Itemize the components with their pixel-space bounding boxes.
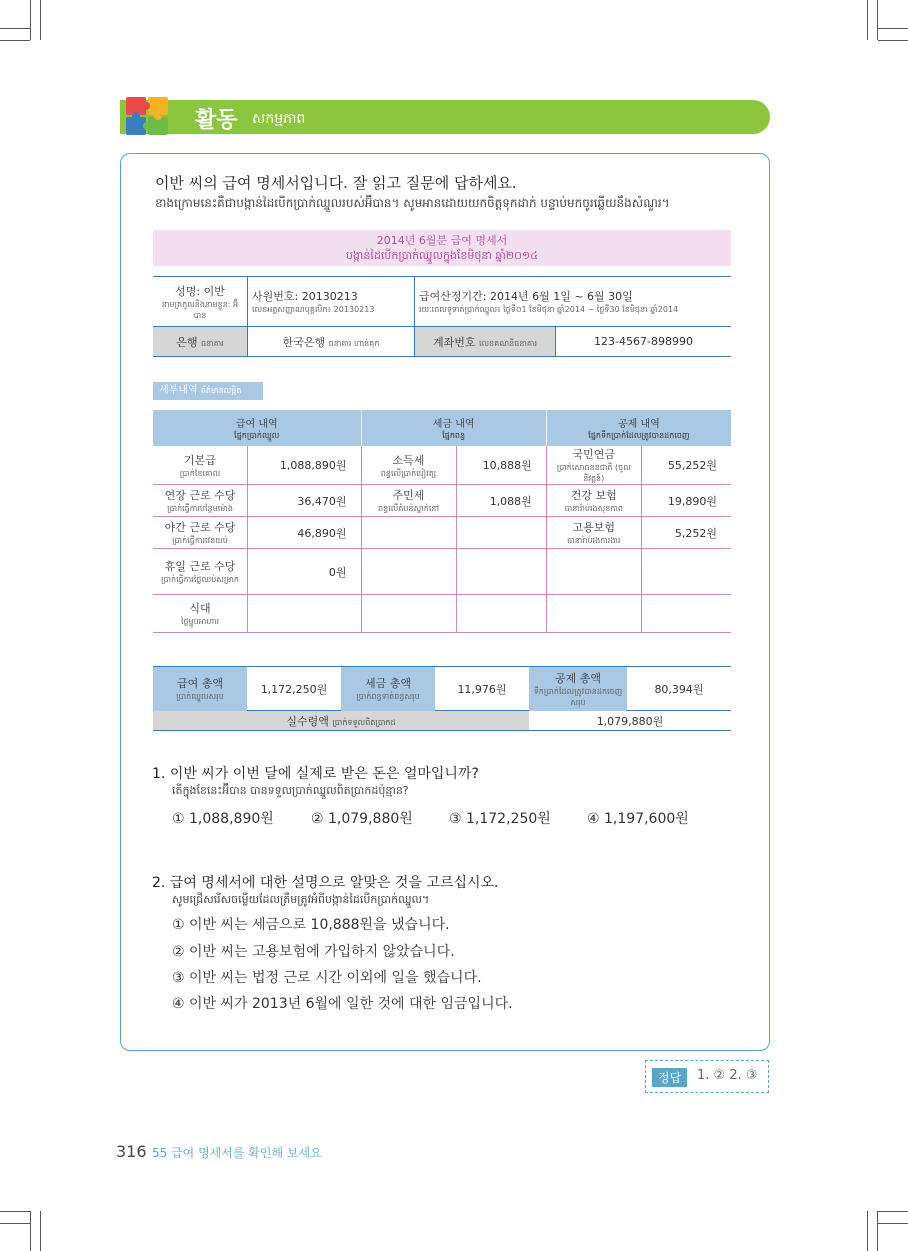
ded-item-km: ប្រាក់សោធននជាតិ (ចូលនិវត្តន៍) xyxy=(556,463,631,483)
payslip-info-table xyxy=(153,276,731,357)
total-tax-label: 세금 총액 xyxy=(364,677,411,691)
net-pay-label-km: ប្រាក់ទទួលពិតប្រាកដ xyxy=(332,717,396,727)
detail-row xyxy=(153,485,731,517)
answer-label: 정답 xyxy=(652,1068,687,1087)
q1-option-2[interactable]: ② 1,079,880원 xyxy=(311,811,413,827)
crop-mark xyxy=(878,1211,908,1212)
total-pay-label: 급여 총액 xyxy=(176,677,223,691)
totals-table xyxy=(153,666,731,731)
page-title: 55 급여 명세서를 확인해 보세요 xyxy=(152,1146,322,1160)
q2-option-4[interactable]: ④ 이반 씨가 2013년 6월에 일한 것에 대한 임금입니다. xyxy=(172,996,513,1012)
tax-item-label xyxy=(361,595,456,633)
total-pay-label-km: ប្រាក់ឈ្នួលសរុប xyxy=(176,692,224,702)
account-label-km: លេខគណនីធនាគារ xyxy=(479,338,538,348)
ded-item-value xyxy=(641,549,731,595)
crop-mark xyxy=(877,1211,878,1251)
pay-item-label xyxy=(153,446,248,485)
header-tax-km: ផ្នែកពន្ធ xyxy=(442,430,466,440)
name-label: 성명: 이반 xyxy=(175,284,225,298)
pay-item-km: ថ្លៃម្ហូបអាហារ xyxy=(180,617,220,626)
crop-mark xyxy=(867,0,868,40)
crop-mark xyxy=(878,40,908,41)
pay-item-km: ប្រាក់ធ្វើការថ្ងៃឈប់សម្រាក xyxy=(160,575,239,584)
activity-subtitle: សកម្មភាព xyxy=(252,111,306,127)
activity-title: 활동 xyxy=(195,108,238,133)
tax-item-label xyxy=(361,446,456,485)
detail-row xyxy=(153,595,731,633)
ded-item-label xyxy=(546,446,641,485)
question-2 xyxy=(152,872,499,892)
pay-item-label xyxy=(153,549,248,595)
pay-item-ko: 기본급 xyxy=(184,453,216,467)
question-1-km: តើក្នុងខែនេះអ៊ីបាន បានទទួលប្រាក់ឈ្នួលពិតប្រាកដប៉ុន្មាន? xyxy=(172,784,409,797)
pay-item-value: 0원 xyxy=(248,549,362,595)
bank-value-km: ធនាគារ ហាន់គុក xyxy=(328,338,380,348)
net-pay-value: 1,079,880원 xyxy=(529,711,731,731)
header-pay-km: ផ្នែកប្រាក់ឈ្នួល xyxy=(234,430,280,440)
account-label: 계좌번호 xyxy=(432,335,476,349)
total-deduction-label-km: ទឹកប្រាក់ដែលត្រូវបានដកចេញសរុប xyxy=(533,686,623,707)
pay-period: 급여산정기간: 2014년 6월 1일 ~ 6월 30일 xyxy=(419,290,633,303)
name-label-km: នាមត្រកូលនិងនាមខ្លួន: អ៊ីបាន xyxy=(161,299,239,320)
crop-mark xyxy=(0,1223,30,1224)
crop-mark xyxy=(0,28,30,29)
ded-item-label xyxy=(546,485,641,517)
ded-item-value: 5,252원 xyxy=(641,517,731,549)
crop-mark xyxy=(30,1211,31,1251)
q2-option-2[interactable]: ② 이반 씨는 고용보험에 가입하지 않았습니다. xyxy=(172,944,455,960)
crop-mark xyxy=(878,28,908,29)
crop-mark xyxy=(878,1223,908,1224)
pay-item-value: 46,890원 xyxy=(248,517,362,549)
total-deduction-label: 공제 총액 xyxy=(554,671,601,685)
crop-mark xyxy=(0,40,30,41)
bank-label: 은행 xyxy=(176,335,198,349)
detail-row xyxy=(153,549,731,595)
header-pay xyxy=(153,410,361,446)
question-number: 2. xyxy=(152,875,166,891)
header-tax xyxy=(361,410,546,446)
total-pay-value: 1,172,250원 xyxy=(247,667,341,711)
total-deduction-value: 80,394원 xyxy=(627,667,731,711)
tax-item-value xyxy=(456,517,546,549)
tax-item-value: 10,888원 xyxy=(456,446,546,485)
header-deduction-ko: 공제 내역 xyxy=(617,418,660,430)
tax-item-label xyxy=(361,485,456,517)
pay-item-value xyxy=(248,595,362,633)
answer-text: 1. ② 2. ③ xyxy=(697,1068,758,1083)
pay-item-label xyxy=(153,595,248,633)
bank-label-km: ធនាគារ xyxy=(200,338,224,348)
ded-item-value: 19,890원 xyxy=(641,485,731,517)
pay-item-label xyxy=(153,485,248,517)
tax-item-value: 1,088원 xyxy=(456,485,546,517)
ded-item-ko: 국민연금 xyxy=(572,448,616,461)
intro-khmer: ខាងក្រោមនេះគឺជាបង្កាន់ដៃបើកប្រាក់ឈ្នួលរបស់អ៊ីបាន។ សូមអានដោយយកចិត្តទុកដាក់ បន្ទាប់មកចូរឆ្លើយនឹងសំណួរ។ xyxy=(155,196,670,210)
q2-option-1[interactable]: ① 이반 씨는 세금으로 10,888원을 냈습니다. xyxy=(172,917,450,933)
question-2-km: សូមជ្រើសរើសចម្លើយដែលត្រឹមត្រូវអំពីបង្កាន់ដៃបើកប្រាក់ឈ្នួល។ xyxy=(172,893,430,906)
q1-option-4[interactable]: ④ 1,197,600원 xyxy=(587,811,689,827)
pay-period-km: រយៈពេលទូទាត់ប្រាក់ឈ្នួល៖ ថ្ងៃទី០1 ខែមិថុនា ឆ្នាំ2014 ~ ថ្ងៃទី30 ខែមិថុនា ឆ្នាំ2014 xyxy=(419,305,679,314)
pay-item-ko: 야간 근로 수당 xyxy=(164,521,236,534)
detail-tag-ko: 세부내역 xyxy=(159,385,198,396)
total-tax-label-km: ប្រាក់ពន្ធទាត់ពន្ធសរុប xyxy=(356,692,420,702)
total-tax-value: 11,976원 xyxy=(435,667,529,711)
question-1 xyxy=(152,763,479,783)
pay-item-km: ប្រាក់ធ្វើការវេនយប់ xyxy=(172,536,228,545)
payslip-title-km: បង្កាន់ដៃបើកប្រាក់ឈ្នួលក្នុងខែមិថុនា ឆ្នាំ២០១៤ xyxy=(345,249,539,262)
pay-item-value: 36,470원 xyxy=(248,485,362,517)
tax-item-ko: 주민세 xyxy=(392,489,425,502)
account-value: 123-4567-898990 xyxy=(594,335,693,348)
bank-value: 한국은행 xyxy=(282,335,326,349)
puzzle-icon xyxy=(122,93,184,141)
header-pay-ko: 급여 내역 xyxy=(235,418,278,430)
employee-number: 사원번호: 20130213 xyxy=(252,290,358,303)
employee-number-km: លេខអត្តសញ្ញាណបុគ្គលិក៖ 20130213 xyxy=(252,305,375,314)
header-deduction xyxy=(546,410,731,446)
tax-item-value xyxy=(456,549,546,595)
crop-mark xyxy=(0,1211,30,1212)
crop-mark xyxy=(30,0,31,40)
crop-mark xyxy=(40,0,41,40)
ded-item-label xyxy=(546,595,641,633)
ded-item-label xyxy=(546,549,641,595)
pay-item-label xyxy=(153,517,248,549)
q2-option-3[interactable]: ③ 이반 씨는 법정 근로 시간 이외에 일을 했습니다. xyxy=(172,970,482,986)
detail-row xyxy=(153,446,731,485)
payslip-title xyxy=(153,230,731,266)
pay-item-ko: 식대 xyxy=(189,602,211,615)
tax-item-value xyxy=(456,595,546,633)
pay-item-value: 1,088,890원 xyxy=(248,446,362,485)
ded-item-ko: 고용보험 xyxy=(572,521,616,534)
payslip-title-ko: 2014년 6월분 급여 명세서 xyxy=(376,234,508,247)
detail-tag-km: ព័ត៌មានលម្អិត xyxy=(200,386,242,395)
question-text: 급여 명세서에 대한 설명으로 알맞은 것을 고르십시오. xyxy=(169,875,499,891)
question-text: 이반 씨가 이번 달에 실제로 받은 돈은 얼마입니까? xyxy=(169,766,479,782)
tax-item-km: ពន្ធលើប្រាក់បៀវត្ស xyxy=(380,468,437,478)
pay-item-ko: 휴일 근로 수당 xyxy=(164,560,236,573)
tax-item-label xyxy=(361,549,456,595)
header-tax-ko: 세금 내역 xyxy=(432,418,475,430)
tax-item-km: ពន្ធលើតំបន់ស្នាក់នៅ xyxy=(378,504,439,513)
page-number: 316 xyxy=(116,1142,147,1161)
crop-mark xyxy=(867,1211,868,1251)
crop-mark xyxy=(40,1211,41,1251)
detail-tag xyxy=(153,382,263,400)
ded-item-km: ធានារ៉ាប់រងការងារ xyxy=(567,536,621,545)
ded-item-km: ធានារ៉ាប់រងសុខភាព xyxy=(564,504,624,513)
question-number: 1. xyxy=(152,766,166,782)
ded-item-label xyxy=(546,517,641,549)
q1-option-1[interactable]: ① 1,088,890원 xyxy=(172,811,274,827)
tax-item-ko: 소득세 xyxy=(392,453,425,467)
ded-item-value: 55,252원 xyxy=(641,446,731,485)
pay-item-ko: 연장 근로 수당 xyxy=(164,489,236,502)
pay-item-km: ប្រាក់ខែគោល xyxy=(179,468,221,478)
header-deduction-km: ផ្នែកទឹកប្រាក់ដែលត្រូវបានដកចេញ xyxy=(588,430,690,440)
detail-row xyxy=(153,517,731,549)
q1-option-3[interactable]: ③ 1,172,250원 xyxy=(449,811,551,827)
tax-item-label xyxy=(361,517,456,549)
intro-korean: 이반 씨의 급여 명세서입니다. 잘 읽고 질문에 답하세요. xyxy=(155,174,517,192)
crop-mark xyxy=(877,0,878,40)
net-pay-label: 실수령액 xyxy=(286,714,329,728)
pay-item-km: ប្រាក់ធ្វើការបន្ថែមម៉ោង xyxy=(167,504,233,513)
ded-item-ko: 건강 보험 xyxy=(570,489,617,502)
ded-item-value xyxy=(641,595,731,633)
detail-table xyxy=(153,410,731,633)
